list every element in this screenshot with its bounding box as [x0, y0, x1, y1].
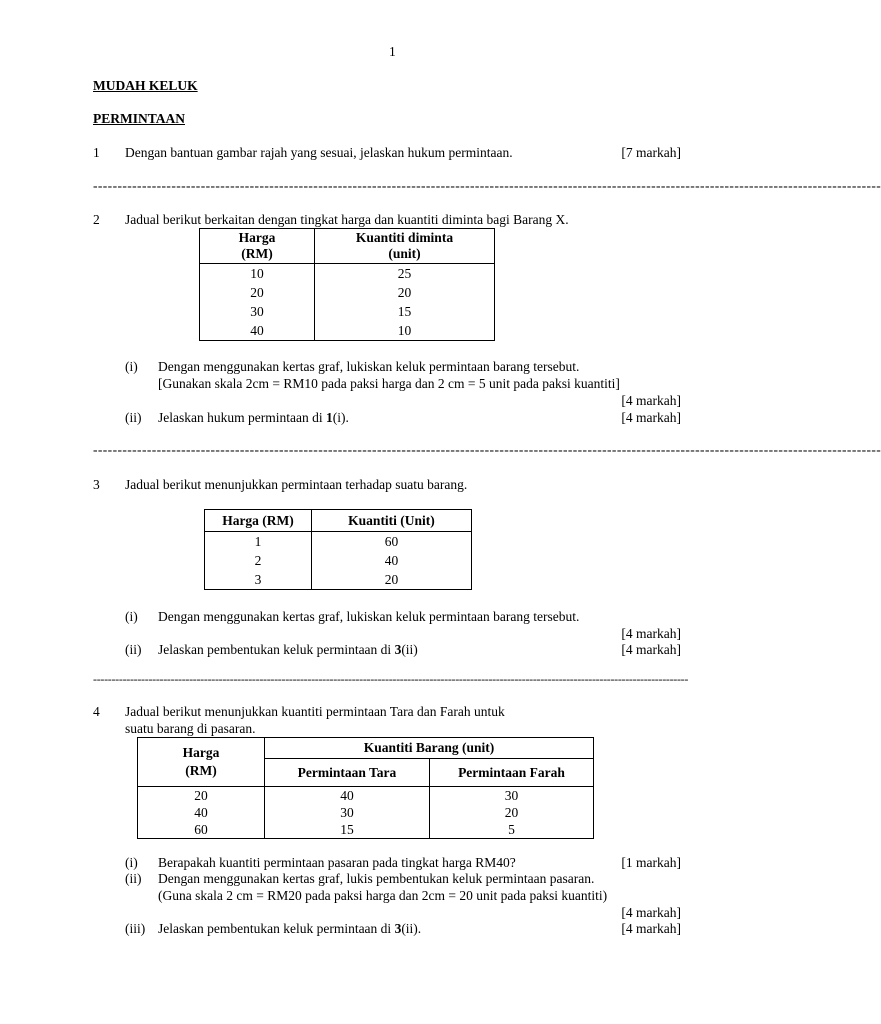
q2-text: Jadual berikut berkaitan dengan tingkat harga dan kuantiti diminta bagi Barang X.: [125, 212, 569, 227]
q1-mark: [7 markah]: [621, 145, 681, 160]
q4-iii-mark: [4 markah]: [621, 921, 681, 936]
q3-i-number: (i): [125, 609, 138, 624]
q4-header-group: Kuantiti Barang (unit): [265, 738, 594, 759]
q4-ii-number: (ii): [125, 871, 142, 886]
table-row: 60 15 5: [138, 821, 594, 839]
page-number: 1: [389, 44, 396, 59]
q1-text: Dengan bantuan gambar rajah yang sesuai, jelaskan hukum permintaan.: [125, 145, 513, 160]
q2-ii-number: (ii): [125, 410, 142, 425]
q4-ii-mark: [4 markah]: [621, 905, 681, 920]
q2-i-mark: [4 markah]: [621, 393, 681, 408]
q1-number: 1: [93, 145, 100, 160]
q3-table: [204, 509, 472, 590]
sub-heading: PERMINTAAN: [93, 111, 185, 126]
q4-text-line1: Jadual berikut menunjukkan kuantiti permintaan Tara dan Farah untuk: [125, 704, 505, 719]
q3-text: Jadual berikut menunjukkan permintaan terhadap suatu barang.: [125, 477, 468, 492]
table-row: 3 20: [205, 570, 472, 590]
q2-ii-text: Jelaskan hukum permintaan di 1(i).: [158, 410, 349, 425]
table-row: 40 10: [200, 321, 495, 341]
q4-header-price: Harga (RM): [138, 738, 265, 787]
q2-i-text: Dengan menggunakan kertas graf, lukiskan keluk permintaan barang tersebut.: [158, 359, 580, 374]
q3-ii-mark: [4 markah]: [621, 642, 681, 657]
q3-i-mark: [4 markah]: [621, 626, 681, 641]
q2-header-quantity: Kuantiti diminta (unit): [315, 229, 495, 264]
q4-i-text: Berapakah kuantiti permintaan pasaran pada tingkat harga RM40?: [158, 855, 516, 870]
q4-i-mark: [1 markah]: [621, 855, 681, 870]
q4-header-tara: Permintaan Tara: [265, 759, 430, 787]
table-row: 2 40: [205, 551, 472, 570]
q4-text-line2: suatu barang di pasaran.: [125, 721, 256, 736]
separator-2: -----------------------------------------------------------------------------------------------------------------------------------------------------------------: [93, 442, 881, 457]
q4-ii-scale: (Guna skala 2 cm = RM20 pada paksi harga dan 2cm = 20 unit pada paksi kuantiti): [158, 888, 608, 903]
q4-number: 4: [93, 704, 100, 719]
q3-i-text: Dengan menggunakan kertas graf, lukiskan keluk permintaan barang tersebut.: [158, 609, 580, 624]
q2-header-price: Harga (RM): [200, 229, 315, 264]
q3-ii-number: (ii): [125, 642, 142, 657]
q3-header-price: Harga (RM): [205, 510, 312, 532]
q4-table: [137, 737, 594, 839]
q4-i-number: (i): [125, 855, 138, 870]
q2-number: 2: [93, 212, 100, 227]
separator-3: -----------------------------------------------------------------------------------------------------------------------------------------------------------------: [93, 672, 689, 686]
q2-i-number: (i): [125, 359, 138, 374]
q3-header-quantity: Kuantiti (Unit): [312, 510, 472, 532]
separator-1: -----------------------------------------------------------------------------------------------------------------------------------------------------------------: [93, 178, 881, 193]
q4-header-farah: Permintaan Farah: [430, 759, 594, 787]
main-heading: MUDAH KELUK: [93, 78, 198, 93]
table-row: 1 60: [205, 532, 472, 552]
q3-number: 3: [93, 477, 100, 492]
table-row: 30 15: [200, 302, 495, 321]
q3-ii-text: Jelaskan pembentukan keluk permintaan di 3(ii): [158, 642, 418, 657]
q2-table: [199, 228, 495, 341]
table-row: 10 25: [200, 264, 495, 284]
q4-iii-text: Jelaskan pembentukan keluk permintaan di 3(ii).: [158, 921, 422, 936]
table-row: 20 20: [200, 283, 495, 302]
q2-i-scale: [Gunakan skala 2cm = RM10 pada paksi harga dan 2 cm = 5 unit pada paksi kuantiti]: [158, 376, 620, 391]
table-row: 20 40 30: [138, 787, 594, 805]
q4-ii-text: Dengan menggunakan kertas graf, lukis pembentukan keluk permintaan pasaran.: [158, 871, 595, 886]
q4-iii-number: (iii): [125, 921, 146, 936]
table-row: 40 30 20: [138, 804, 594, 821]
q2-ii-mark: [4 markah]: [621, 410, 681, 425]
